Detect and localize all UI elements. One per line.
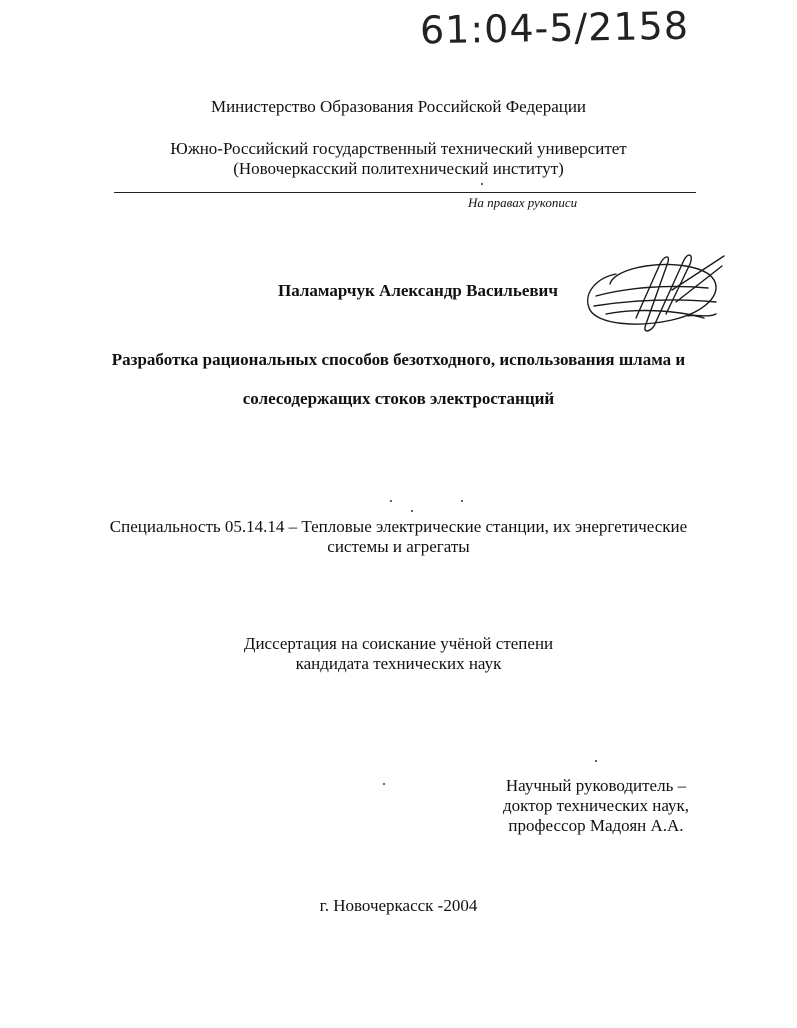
specialty-line2: системы и агрегаты [327, 537, 470, 556]
degree-line2: кандидата технических наук [295, 654, 502, 673]
supervisor-line1: Научный руководитель – [505, 776, 687, 795]
manuscript-rights-note: На правах рукописи [468, 195, 578, 210]
scan-speck [481, 183, 483, 185]
university-name: Южно-Российский государственный технический университет [170, 139, 627, 158]
handwritten-signature-icon [576, 244, 726, 340]
university-subtitle: (Новочеркасский политехнический институт) [233, 159, 564, 178]
scan-speck [461, 500, 463, 502]
dissertation-title-line1: Разработка рациональных способов безотходного, использования шлама и [111, 350, 686, 369]
dissertation-title-line2: солесодержащих стоков электростанций [242, 389, 555, 408]
scan-speck [390, 500, 392, 502]
header-divider [114, 192, 696, 193]
supervisor-line3: профессор Мадоян А.А. [508, 816, 684, 835]
archive-code: 61:04-5/2158 [419, 3, 690, 53]
ministry-heading: Министерство Образования Российской Федерации [210, 97, 587, 116]
city-year: г. Новочеркасск -2004 [319, 896, 478, 915]
supervisor-line2: доктор технических наук, [502, 796, 690, 815]
scan-speck [595, 760, 597, 762]
scan-speck [411, 510, 413, 512]
author-name: Паламарчук Александр Васильевич [278, 281, 558, 300]
specialty-line1: Специальность 05.14.14 – Тепловые электрические станции, их энергетические [109, 517, 688, 536]
degree-line1: Диссертация на соискание учёной степени [243, 634, 554, 653]
scan-speck [383, 783, 385, 785]
